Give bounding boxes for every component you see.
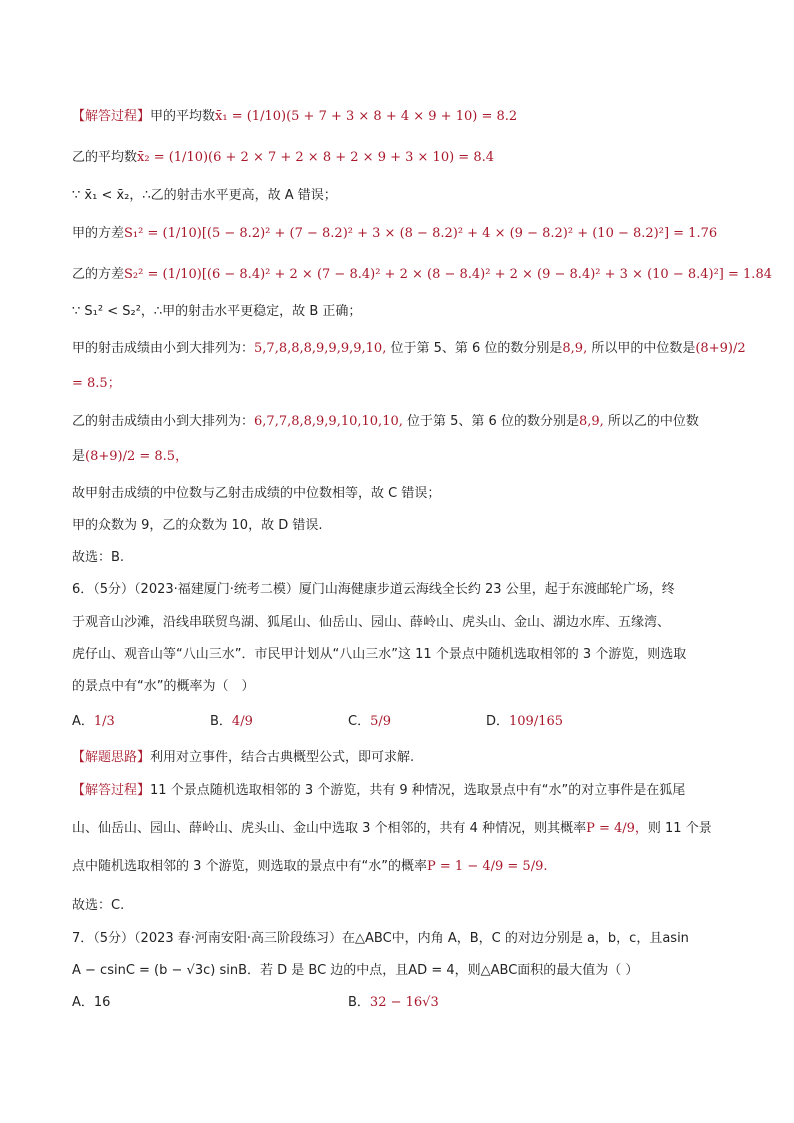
line-text: 甲的方差: [72, 226, 125, 241]
line-text: 于观音山沙滩，沿线串联贸鸟湖、狐尾山、仙岳山、园山、薛岭山、虎头山、金山、湖边水库、五缘湾、: [72, 615, 671, 630]
line-text: 11 个景点随机选取相邻的 3 个游览，共有 9 种情况，选取景点中有“水”的对立事件是在狐尾: [150, 783, 686, 798]
line-text: 故选：C.: [72, 898, 125, 913]
line-math: S₁² = (1/10)[(5 − 8.2)² + (7 − 8.2)² + 3 × (8 − 8.2)² + 4 × (9 − 8.2)² + (10 − 8.2)²] = 1.76: [124, 226, 718, 241]
option-value: 4/9: [231, 714, 253, 729]
q7-option-a: [72, 993, 110, 1013]
line-text: 所以乙的中位数: [603, 414, 699, 429]
option-value: 5/9: [370, 714, 391, 729]
answer-line-q5: [72, 548, 124, 568]
line-text: 故选：B.: [72, 550, 125, 565]
line-text: 乙的射击成绩由小到大排列为：: [72, 414, 255, 429]
line-math: 8,9,: [562, 341, 588, 356]
line-text: 乙的平均数: [72, 150, 138, 165]
idea-tag: 【解题思路】: [72, 750, 151, 765]
option-label: A．: [72, 995, 94, 1010]
answer-line-q6: [72, 896, 124, 916]
line-math: x̄₂ = (1/10)(6 + 2 × 7 + 2 × 8 + 2 × 9 + 3 × 10) = 8.4: [137, 150, 494, 165]
line-math: P = 1 − 4/9 = 5/9.: [427, 859, 548, 874]
line-text: 的景点中有“水”的概率为（ ）: [72, 679, 255, 694]
q6-solution-line-3: [72, 857, 547, 877]
option-label: D．: [486, 714, 510, 729]
solution-tag: 【解答过程】: [72, 109, 151, 124]
q6-idea-line: [72, 748, 414, 768]
line-text: 则 11 个景: [647, 821, 712, 836]
option-value: 109/165: [509, 714, 564, 729]
question-6-line-1: [72, 580, 675, 600]
line-text: 甲的射击成绩由小到大排列为：: [72, 341, 255, 356]
line-math: x̄₁ = (1/10)(5 + 7 + 3 × 8 + 4 × 9 + 10) = 8.2: [215, 109, 518, 124]
line-text: 7．（5分）（2023 春·河南安阳·高三阶段练习）在△ABC中，内角 A，B，C 的对边分别是 a，b，c，且asin: [72, 931, 689, 946]
solution-line-12: [72, 516, 323, 536]
line-text: ∵ S₁² < S₂²，∴甲的射击水平更稳定，故 B 正确；: [72, 304, 362, 319]
line-math: 5,7,8,8,8,9,9,9,9,10,: [254, 341, 387, 356]
line-math: (8+9)/2: [695, 341, 746, 356]
line-text: 所以甲的中位数是: [587, 341, 696, 356]
line-text: 乙的方差: [72, 267, 125, 282]
line-text: 6．（5分）（2023·福建厦门·统考二模）厦门山海健康步道云海线全长约 23 公里，起于东渡邮轮广场，终: [72, 582, 675, 597]
question-7-line-1: [72, 929, 689, 949]
solution-line-1: [72, 107, 517, 127]
option-value: 16: [93, 995, 111, 1010]
q6-option-a: [72, 712, 115, 732]
option-label: B．: [348, 995, 370, 1010]
question-6-line-4: [72, 677, 254, 697]
line-math: P = 4/9，: [586, 821, 648, 836]
question-6-line-3: [72, 645, 686, 665]
option-label: A．: [72, 714, 94, 729]
line-math: S₂² = (1/10)[(6 − 8.4)² + 2 × (7 − 8.4)² + 2 × (8 − 8.4)² + 2 × (9 − 8.4)² + 3 × (10 − 8.4)²] = 1.84: [124, 267, 772, 282]
option-value: 1/3: [93, 714, 115, 729]
option-label: C．: [348, 714, 371, 729]
line-text: 利用对立事件，结合古典概型公式，即可求解.: [150, 750, 415, 765]
line-text: 山、仙岳山、园山、薛岭山、虎头山、金山中选取 3 个相邻的，共有 4 种情况，则其概率: [72, 821, 587, 836]
q6-solution-line-1: [72, 781, 685, 801]
line-text: ∵ x̄₁ < x̄₂，∴乙的射击水平更高，故 A 错误；: [72, 188, 337, 203]
line-text: 位于第 5、第 6 位的数分别是: [386, 341, 563, 356]
solution-line-2: [72, 148, 494, 168]
q7-option-b: [348, 993, 439, 1013]
q6-option-d: [486, 712, 563, 732]
solution-line-8: [72, 374, 121, 394]
line-text: 甲的众数为 9，乙的众数为 10，故 D 错误.: [72, 518, 323, 533]
solution-line-10: [72, 447, 188, 467]
q6-solution-line-2: [72, 819, 712, 839]
solution-line-7: [72, 339, 746, 359]
question-7-line-2: [72, 961, 638, 981]
solution-line-5: [72, 265, 772, 285]
line-text: 位于第 5、第 6 位的数分别是: [402, 414, 579, 429]
option-value: 32 − 16√3: [369, 995, 439, 1010]
line-text: 点中随机选取相邻的 3 个游览，则选取的景点中有“水”的概率: [72, 859, 428, 874]
line-text: 是: [72, 449, 86, 464]
line-math: (8+9)/2 = 8.5，: [85, 449, 189, 464]
solution-line-6: [72, 302, 361, 322]
line-math: = 8.5；: [72, 376, 121, 391]
solution-line-4: [72, 224, 717, 244]
q6-option-c: [348, 712, 391, 732]
line-text: 虎仔山、观音山等“八山三水”．市民甲计划从“八山三水”这 11 个景点中随机选取相邻的 3 个游览，则选取: [72, 647, 687, 662]
line-math: 6,7,7,8,8,9,9,10,10,10,: [254, 414, 403, 429]
line-text: 甲的平均数: [150, 109, 216, 124]
solution-line-11: [72, 484, 440, 504]
line-text: A − csinC = (b − √3c) sinB．若 D 是 BC 边的中点，且AD = 4，则△ABC面积的最大值为（ ）: [72, 963, 639, 978]
q6-option-b: [210, 712, 253, 732]
solution-line-3: [72, 186, 337, 206]
question-6-line-2: [72, 613, 670, 633]
solution-line-9: [72, 412, 699, 432]
option-label: B．: [210, 714, 232, 729]
line-text: 故甲射击成绩的中位数与乙射击成绩的中位数相等，故 C 错误；: [72, 486, 441, 501]
line-math: 8,9,: [578, 414, 604, 429]
solution-tag: 【解答过程】: [72, 783, 151, 798]
